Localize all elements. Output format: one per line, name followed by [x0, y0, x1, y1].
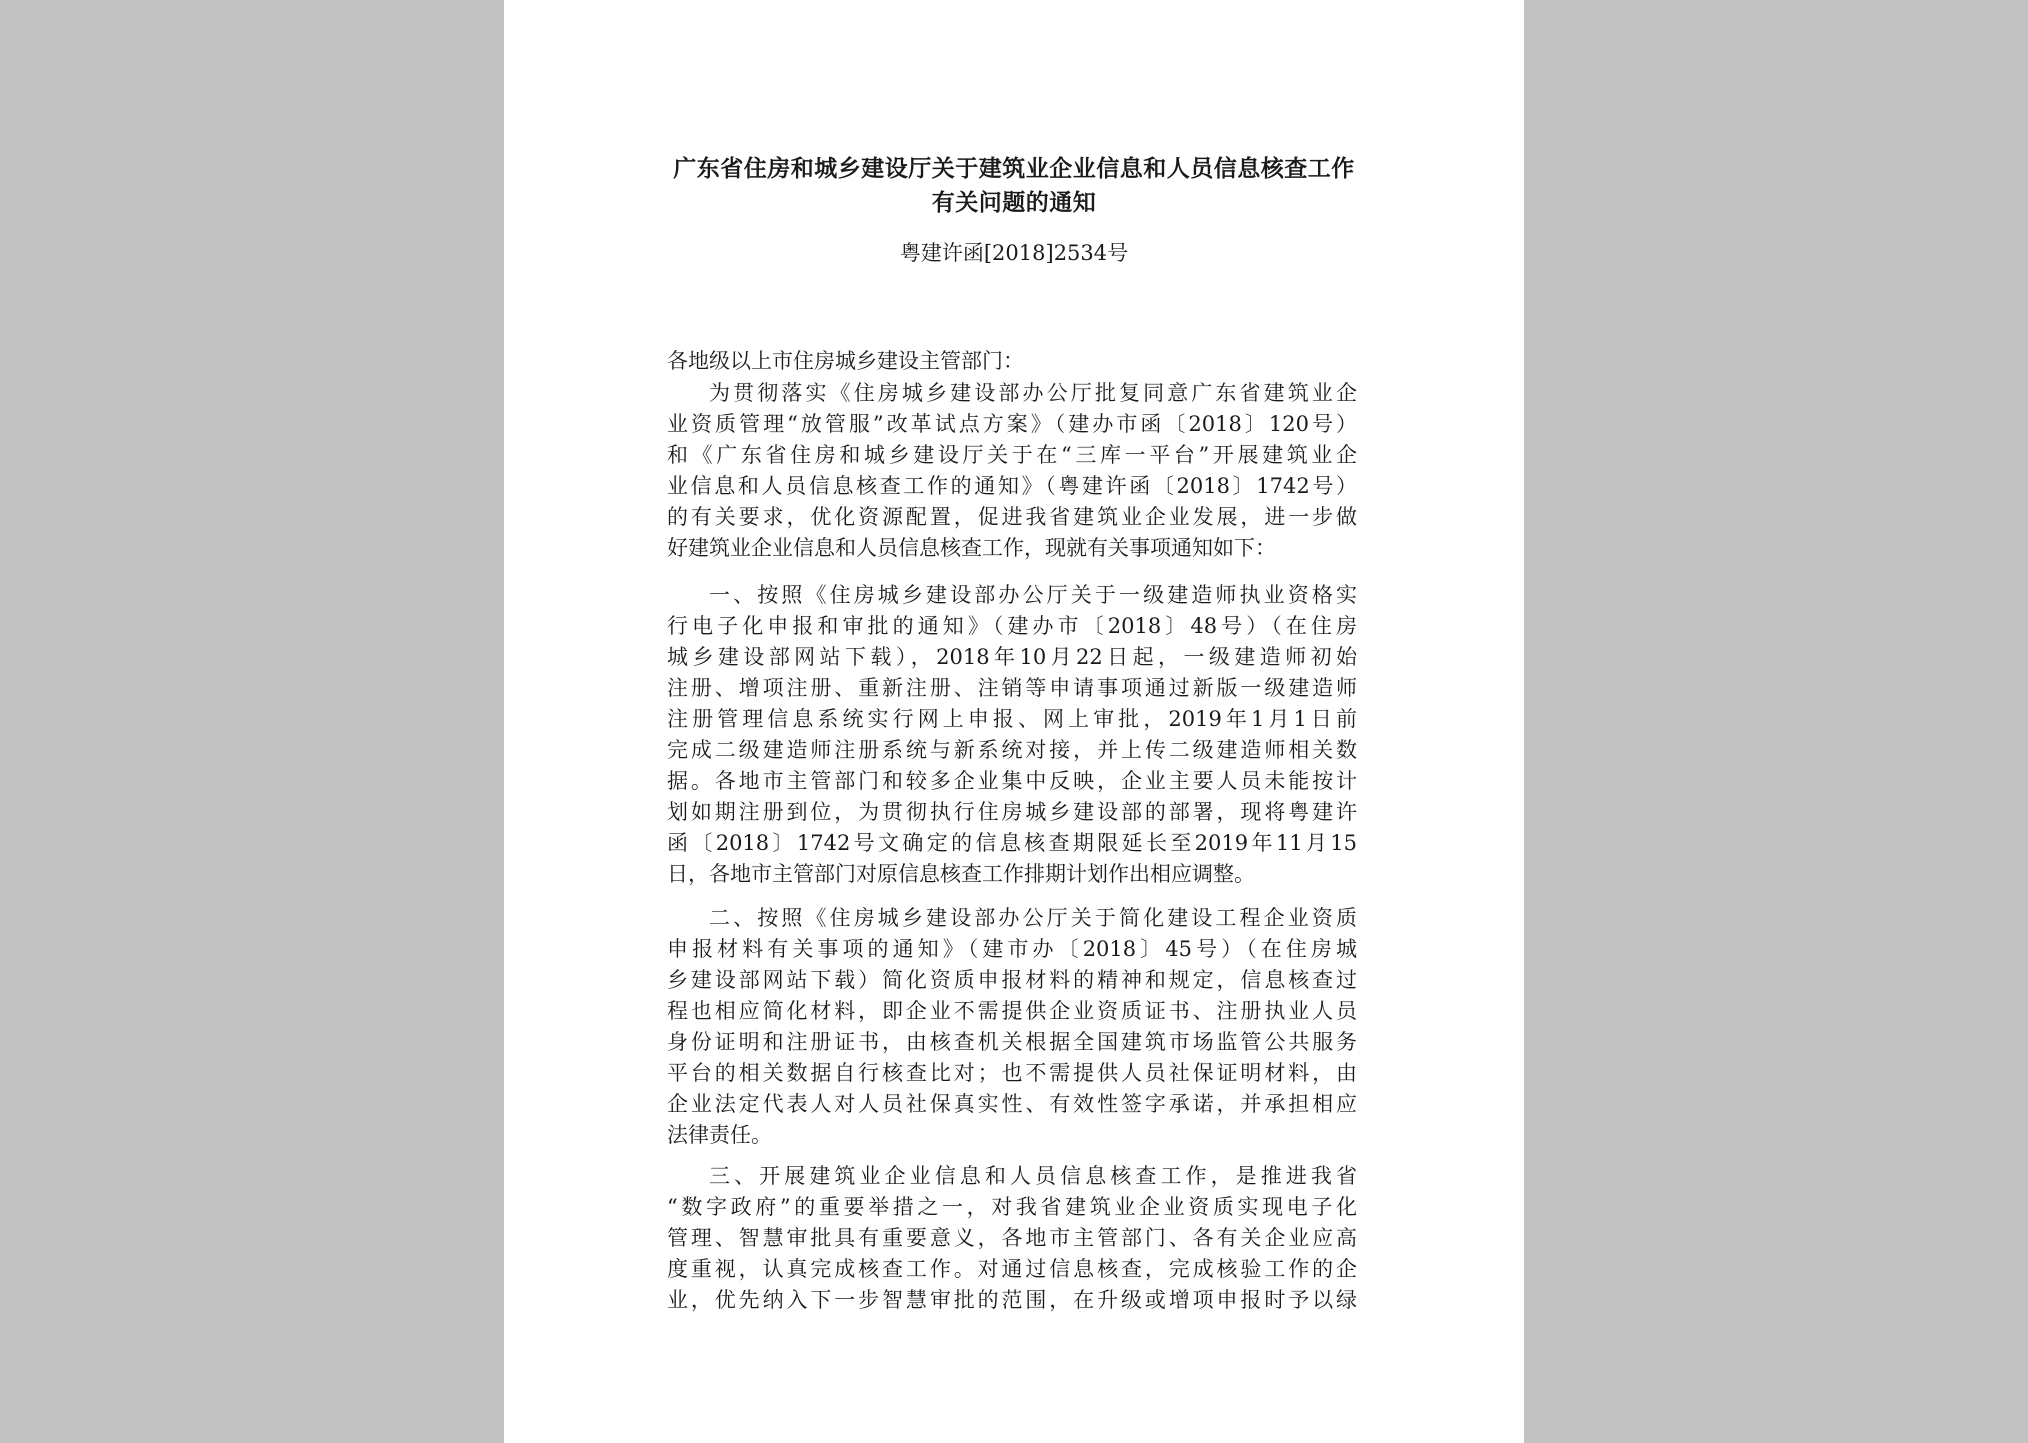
- text-line: 的有关要求，优化资源配置，促进我省建筑业企业发展，进一步做: [667, 505, 1357, 529]
- text-line: 二、按照《住房城乡建设部办公厅关于简化建设工程企业资质: [709, 906, 1357, 930]
- addressee: 各地级以上市住房城乡建设主管部门：: [667, 349, 1024, 373]
- text-line: 业资质管理“放管服”改革试点方案》（建办市函〔2018〕120号）: [667, 412, 1357, 436]
- document-number: 粤建许函[2018]2534号: [899, 241, 1129, 265]
- text-line: 业，优先纳入下一步智慧审批的范围，在升级或增项申报时予以绿: [667, 1288, 1357, 1312]
- text-line: 企业法定代表人对人员社保真实性、有效性签字承诺，并承担相应: [667, 1092, 1357, 1116]
- text-line: 三、开展建筑业企业信息和人员信息核查工作，是推进我省: [709, 1164, 1357, 1188]
- paragraph-item-3: [667, 1161, 1357, 1316]
- text-line: 注册、增项注册、重新注册、注销等申请事项通过新版一级建造师: [667, 676, 1357, 700]
- text-line: 行电子化申报和审批的通知》（建办市〔2018〕48号）（在住房: [667, 614, 1357, 638]
- paragraph-preamble: [667, 378, 1357, 564]
- text-line: 好建筑业企业信息和人员信息核查工作，现就有关事项通知如下：: [667, 536, 1276, 560]
- text-line: 据。各地市主管部门和较多企业集中反映，企业主要人员未能按计: [667, 769, 1357, 793]
- document-title-line-2: 有关问题的通知: [931, 190, 1097, 216]
- text-line: 度重视，认真完成核查工作。对通过信息核查，完成核验工作的企: [667, 1257, 1357, 1281]
- text-line: 和《广东省住房和城乡建设厅关于在“三库一平台”开展建筑业企: [667, 443, 1357, 467]
- text-line: 函〔2018〕1742号文确定的信息核查期限延长至2019年11月15: [667, 831, 1357, 855]
- document-title-line-1: 广东省住房和城乡建设厅关于建筑业企业信息和人员信息核查工作: [673, 156, 1355, 182]
- text-line: 程也相应简化材料，即企业不需提供企业资质证书、注册执业人员: [667, 999, 1357, 1023]
- text-line: 注册管理信息系统实行网上申报、网上审批，2019年1月1日前: [667, 707, 1357, 731]
- text-line: 业信息和人员信息核查工作的通知》（粤建许函〔2018〕1742号）: [667, 474, 1357, 498]
- text-line: 法律责任。: [667, 1123, 772, 1147]
- text-line: 管理、智慧审批具有重要意义，各地市主管部门、各有关企业应高: [667, 1226, 1357, 1250]
- text-line: 乡建设部网站下载）简化资质申报材料的精神和规定，信息核查过: [667, 968, 1357, 992]
- text-line: 平台的相关数据自行核查比对；也不需提供人员社保证明材料，由: [667, 1061, 1357, 1085]
- text-line: 划如期注册到位，为贯彻执行住房城乡建设部的部署，现将粤建许: [667, 800, 1357, 824]
- text-line: 为贯彻落实《住房城乡建设部办公厅批复同意广东省建筑业企: [709, 381, 1357, 405]
- paragraph-item-2: [667, 903, 1357, 1151]
- paragraph-item-1: [667, 580, 1357, 890]
- text-line: 身份证明和注册证书，由核查机关根据全国建筑市场监管公共服务: [667, 1030, 1357, 1054]
- document-page: [504, 0, 1524, 1443]
- text-line: 一、按照《住房城乡建设部办公厅关于一级建造师执业资格实: [709, 583, 1357, 607]
- text-line: 城乡建设部网站下载），2018年10月22日起，一级建造师初始: [667, 645, 1357, 669]
- text-line: 日，各地市主管部门对原信息核查工作排期计划作出相应调整。: [667, 862, 1255, 886]
- text-line: 完成二级建造师注册系统与新系统对接，并上传二级建造师相关数: [667, 738, 1357, 762]
- text-line: 申报材料有关事项的通知》（建市办〔2018〕45号）（在住房城: [667, 937, 1357, 961]
- text-line: “数字政府”的重要举措之一，对我省建筑业企业资质实现电子化: [667, 1195, 1357, 1219]
